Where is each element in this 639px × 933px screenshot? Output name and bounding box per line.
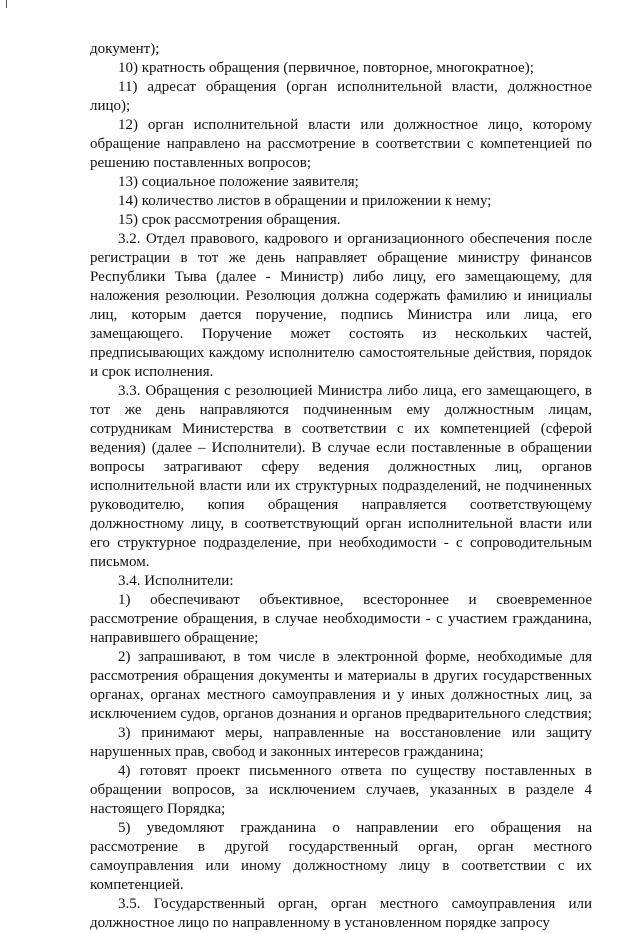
list-item-14: 14) количество листов в обращении и приложении к нему; [118,193,492,209]
section-3-2: 3.2. Отдел правового, кадрового и организационного обеспечения после регистрации в тот же день направляет обращение министру финансов Республики Тыва (далее - Министр) либо лицу, его замещающему, для наложения резолюции. Резолюция должна содержать фамилию и инициалы лиц, которым дается поручение, подпись Министра или лица, его замещающего. Поручение может состоять из нескольких частей, предписывающих каждому исполнителю самостоятельные действия, порядок и срок исполнения. [90,231,592,380]
section-3-5: 3.5. Государственный орган, орган местного самоуправления или должностное лицо по направленному в установленном порядке запросу [90,896,592,931]
list-item-13: 13) социальное положение заявителя; [118,174,359,190]
section-3-3: 3.3. Обращения с резолюцией Министра либо лица, его замещающего, в тот же день направляются подчиненным ему должностным лицам, сотрудникам Министерства в соответствии с их компетенцией (сферой ведения) (далее – Исполнители). В случае если поставленные в обращении вопросы затрагивают сферу ведения должностных лиц, органов исполнительной власти или их структурных подразделений, не подчиненных руководителю, копия обращения направляется соответствующему должностному лицу, в соответствующий орган исполнительной власти или его структурное подразделение, при необходимости - с сопроводительным письмом. [90,383,592,570]
paragraph-continuation: документ); [90,41,160,57]
scan-mark [6,0,7,8]
list-item-11: 11) адресат обращения (орган исполнительной власти, должностное лицо); [90,79,592,114]
section-3-4-heading: 3.4. Исполнители: [118,573,234,589]
executor-duty-2: 2) запрашивают, в том числе в электронной форме, необходимые для рассмотрения обращения документы и материалы в других государственных органах, органах местного самоуправления и у иных должностных лиц, за исключением судов, органов дознания и органов предварительного следствия; [90,649,592,722]
document-page [90,40,592,933]
executor-duty-1: 1) обеспечивают объективное, всестороннее и своевременное рассмотрение обращения, в случае необходимости - с участием гражданина, направившего обращение; [90,592,592,646]
executor-duty-3: 3) принимают меры, направленные на восстановление или защиту нарушенных прав, свобод и законных интересов гражданина; [90,725,592,760]
executor-duty-4: 4) готовят проект письменного ответа по существу поставленных в обращении вопросов, за исключением случаев, указанных в разделе 4 настоящего Порядка; [90,763,592,817]
list-item-10: 10) кратность обращения (первичное, повторное, многократное); [118,60,534,76]
executor-duty-5: 5) уведомляют гражданина о направлении его обращения на рассмотрение в другой государственный орган, орган местного самоуправления или иному должностному лицу в соответствии с их компетенцией. [90,820,592,893]
list-item-15: 15) срок рассмотрения обращения. [118,212,341,228]
list-item-12: 12) орган исполнительной власти или должностное лицо, которому обращение направлено на рассмотрение в соответствии с компетенцией по решению поставленных вопросов; [90,117,592,171]
